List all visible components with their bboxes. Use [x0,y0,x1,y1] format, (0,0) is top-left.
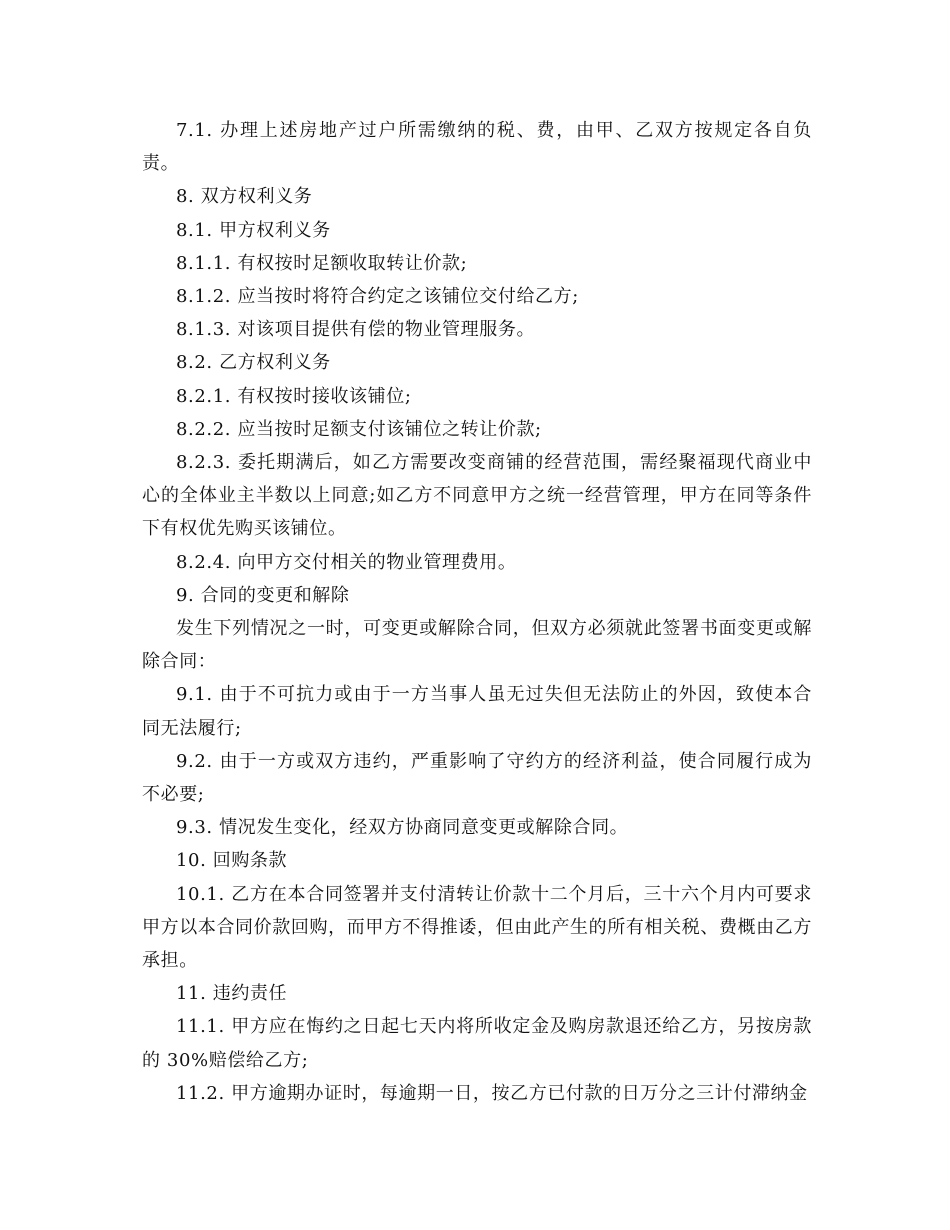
heading-9-change-termination: 9. 合同的变更和解除 [176,584,350,606]
heading-11-liability: 11. 违约责任 [176,983,288,1005]
paragraph-9-3: 9.3. 情况发生变化，经双方协商同意变更或解除合同。 [176,817,629,839]
paragraph-8-1-2: 8.1.2. 应当按时将符合约定之该铺位交付给乙方; [176,286,579,308]
paragraph-9-1: 9.1. 由于不可抗力或由于一方当事人虽无过失但无法防止的外因，致使本合同无法履行; [142,684,812,739]
paragraph-8-2-1: 8.2.1. 有权按时接收该铺位; [176,385,412,407]
heading-8-2-party-b: 8.2. 乙方权利义务 [176,352,331,374]
paragraph-8-2-2: 8.2.2. 应当按时足额支付该铺位之转让价款; [176,418,542,440]
heading-8-1-party-a: 8.1. 甲方权利义务 [176,219,331,241]
paragraph-11-1: 11.1. 甲方应在悔约之日起七天内将所收定金及购房款退还给乙方，另按房款的 30%赔偿给乙方; [142,1016,812,1071]
paragraph-9-intro: 发生下列情况之一时，可变更或解除合同，但双方必须就此签署书面变更或解除合同： [142,618,812,673]
paragraph-8-1-1: 8.1.1. 有权按时足额收取转让价款; [176,252,468,274]
heading-10-repurchase: 10. 回购条款 [176,850,288,872]
paragraph-11-2: 11.2. 甲方逾期办证时，每逾期一日，按乙方已付款的日万分之三计付滞纳金 [176,1082,808,1104]
paragraph-10-1: 10.1. 乙方在本合同签署并支付清转让价款十二个月后，三十六个月内可要求甲方以本合同价款回购，而甲方不得推诿，但由此产生的所有相关税、费概由乙方承担。 [142,883,812,972]
paragraph-8-2-4: 8.2.4. 向甲方交付相关的物业管理费用。 [176,551,517,573]
document-body [142,114,812,1110]
heading-8-rights-obligations: 8. 双方权利义务 [176,186,313,208]
paragraph-7-1: 7.1. 办理上述房地产过户所需缴纳的税、费，由甲、乙双方按规定各自负责。 [142,120,812,175]
paragraph-8-1-3: 8.1.3. 对该项目提供有偿的物业管理服务。 [176,319,536,341]
paragraph-9-2: 9.2. 由于一方或双方违约，严重影响了守约方的经济利益，使合同履行成为不必要; [142,750,812,806]
paragraph-8-2-3: 8.2.3. 委托期满后，如乙方需要改变商铺的经营范围，需经聚福现代商业中心的全体业主半数以上同意;如乙方不同意甲方之统一经营管理，甲方在同等条件下有权优先购买该铺位。 [142,452,812,540]
